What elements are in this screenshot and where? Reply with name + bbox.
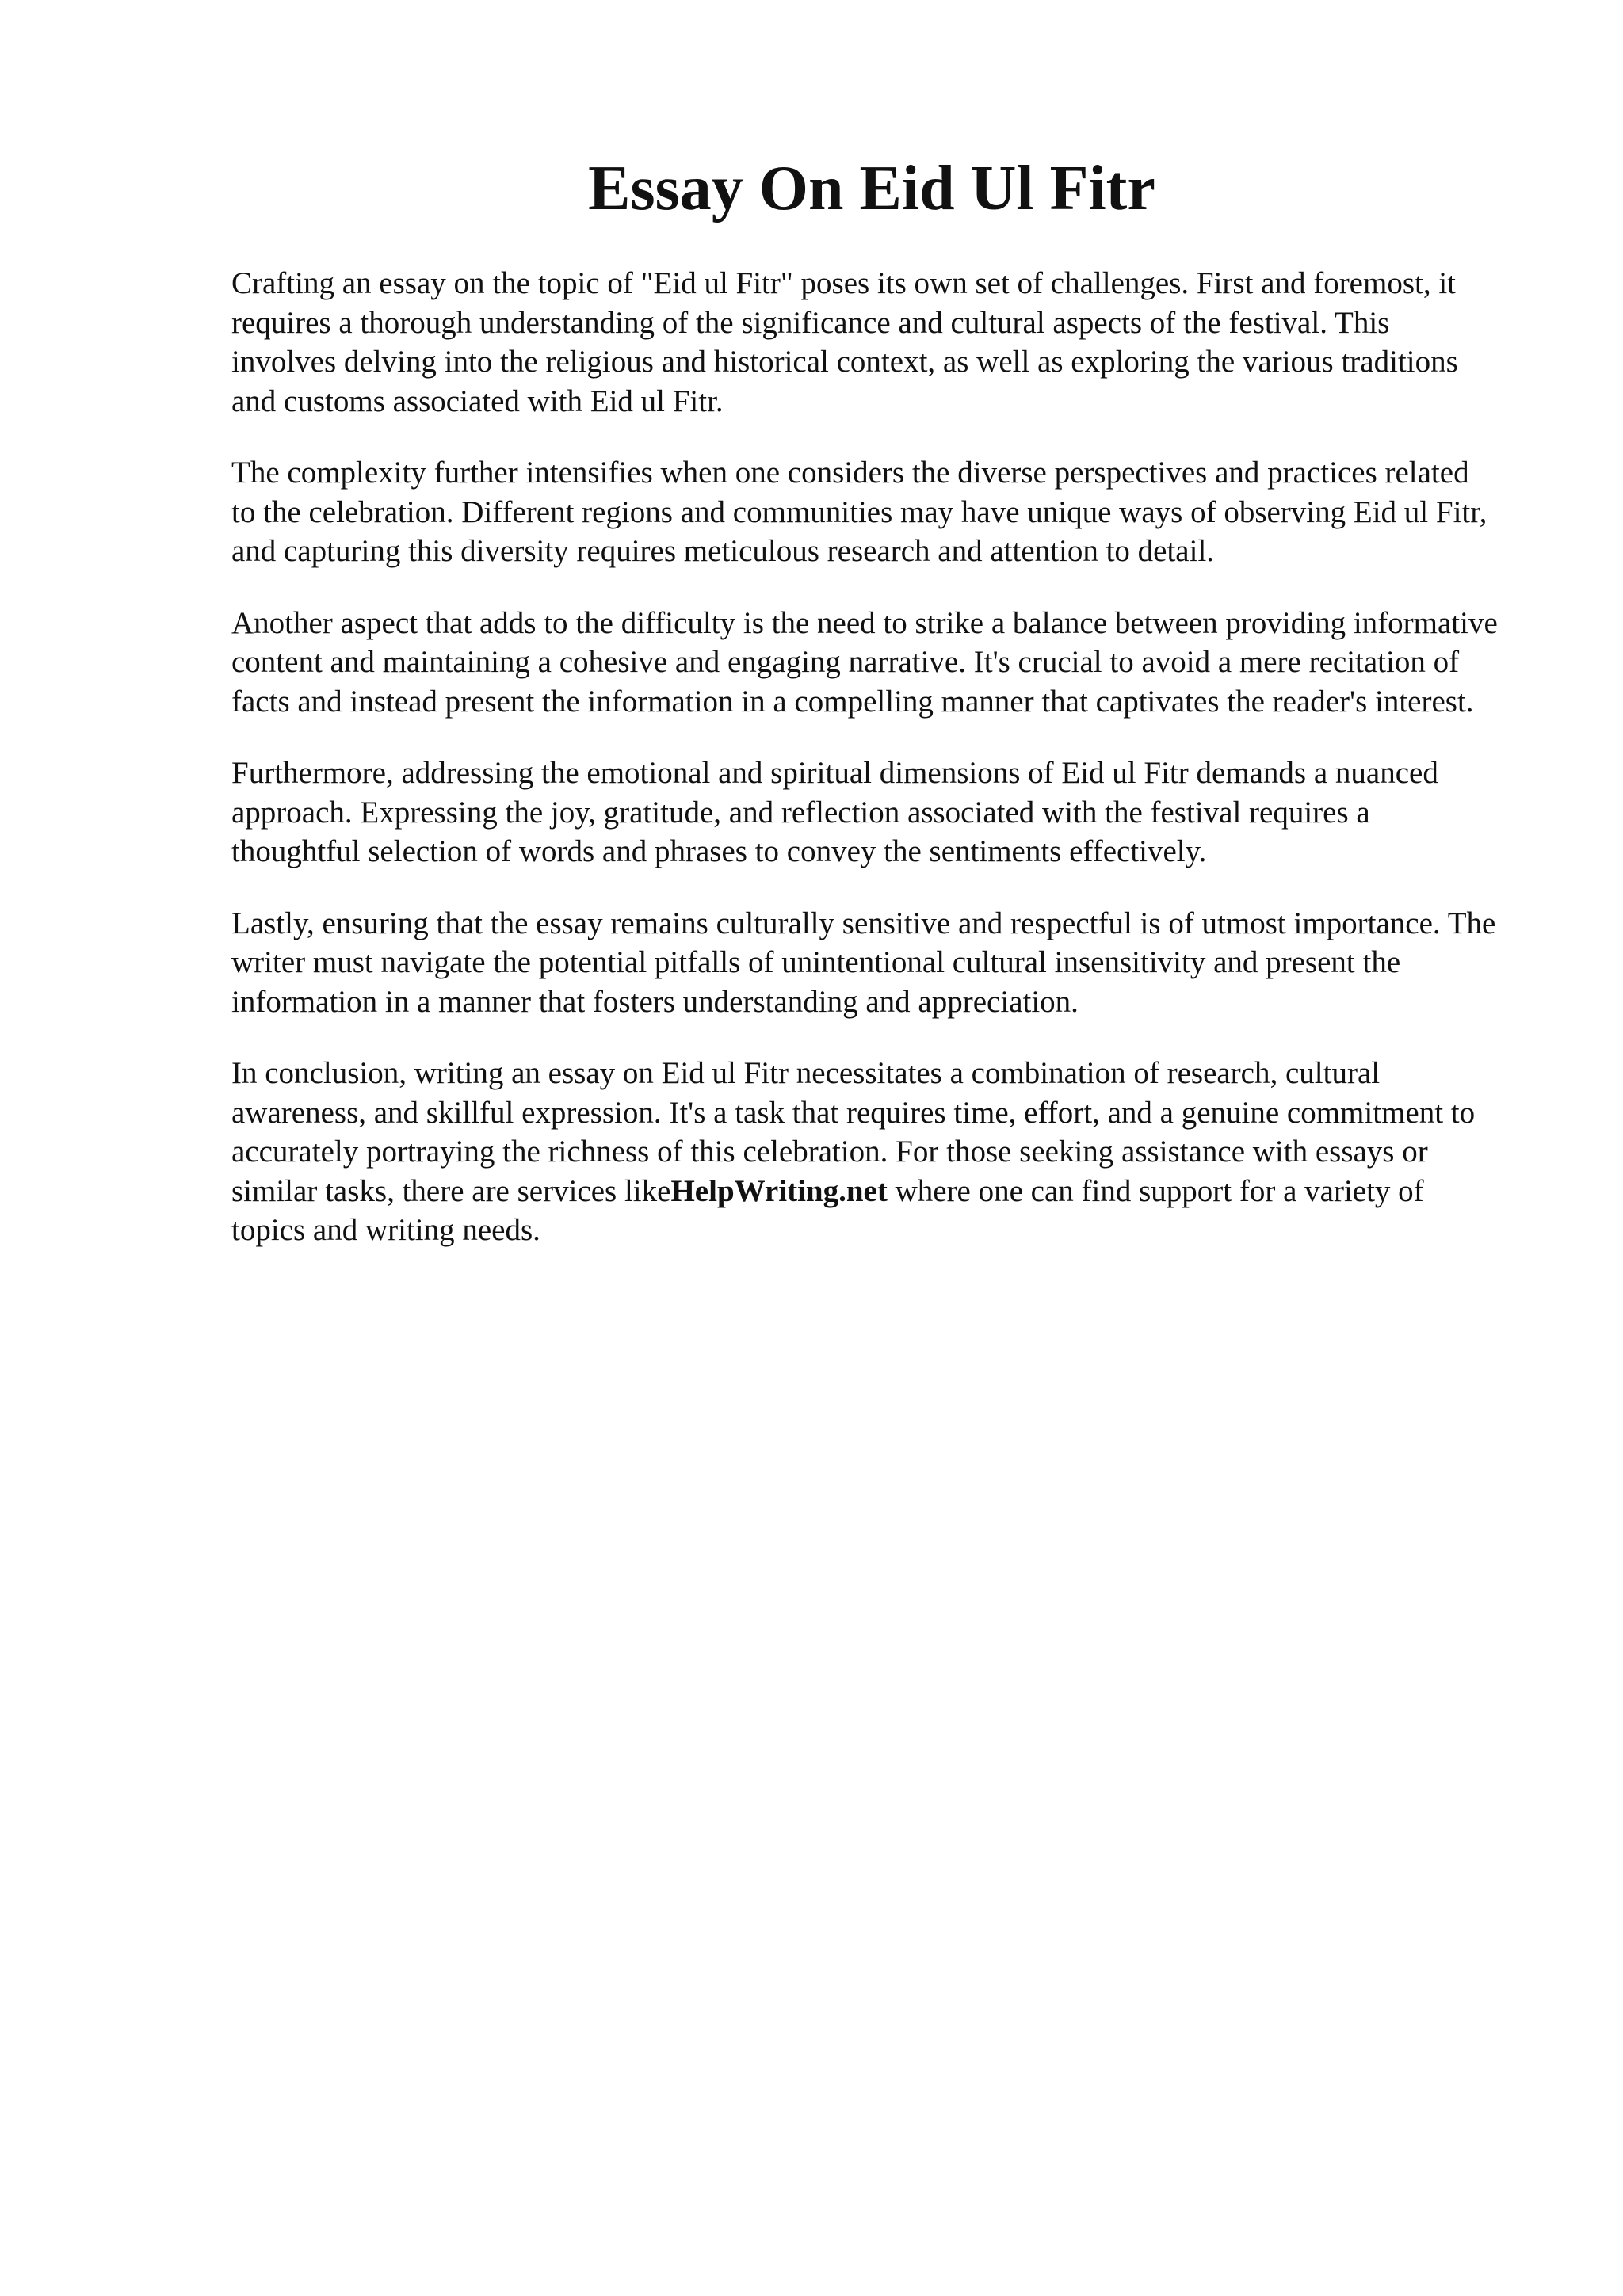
conclusion-tail-text: where one can find support for a variety of topics and writing needs. (231, 1173, 1424, 1247)
paragraph-sensitivity: Lastly, ensuring that the essay remains culturally sensitive and respectful is of utmost importance. The writer must navigate the potential pitfalls of unintentional cultural insensitivity and present the information in a manner that fosters understanding and appreciation. (231, 906, 1496, 1019)
paragraph-conclusion (231, 1054, 1499, 1250)
paragraph-intro: Crafting an essay on the topic of "Eid ul Fitr" poses its own set of challenges. First and foremost, it requires a thorough understanding of the significance and cultural aspects of the festival. This involves delving into the religious and historical context, as well as exploring the various traditions and customs associated with Eid ul Fitr. (231, 266, 1458, 418)
essay-body (231, 264, 1499, 1283)
paragraph-complexity: The complexity further intensifies when one considers the diverse perspectives and practices related to the celebration. Different regions and communities may have unique ways of observing Eid ul Fitr, and capturing this diversity requires meticulous research and attention to detail. (231, 456, 1487, 568)
helpwriting-link[interactable]: HelpWriting.net (670, 1173, 888, 1208)
paragraph-balance: Another aspect that adds to the difficulty is the need to strike a balance between providing informative content and maintaining a cohesive and engaging narrative. It's crucial to avoid a mere recitation of facts and instead present the information in a compelling manner that captivates the reader's interest. (231, 605, 1498, 719)
paragraph-emotional: Furthermore, addressing the emotional and spiritual dimensions of Eid ul Fitr demands a nuanced approach. Expressing the joy, gratitude, and reflection associated with the festival requires a thoughtful selection of words and phrases to convey the sentiments effectively. (231, 756, 1438, 868)
page-title: Essay On Eid Ul Fitr (588, 154, 1155, 223)
conclusion-text: In conclusion, writing an essay on Eid ul Fitr necessitates a combination of research, cultural awareness, and skillful expression. It's a task that requires time, effort, and a genuine commitment to accurately portraying the richness of this celebration. For those seeking assistance with essays or similar tasks, there are services like (231, 1056, 1476, 1208)
